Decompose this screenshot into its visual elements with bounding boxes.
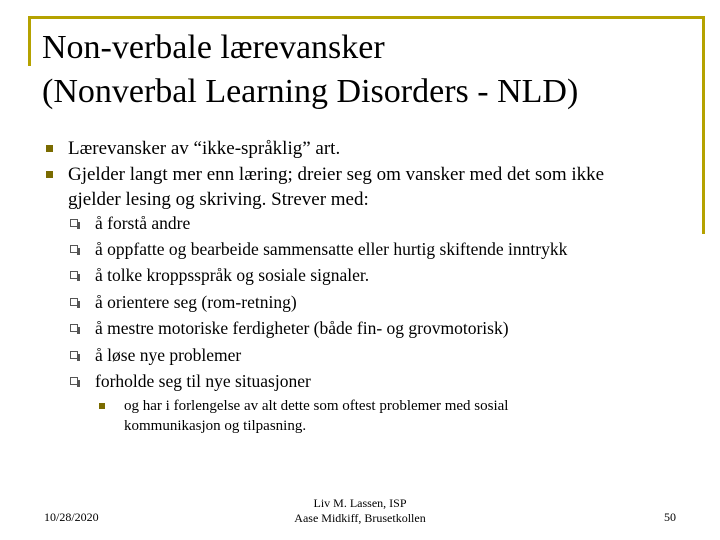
bullet-text-1: Lærevansker av “ikke-språklig” art. xyxy=(68,138,341,159)
hollow-square-bullet-icon xyxy=(70,219,78,227)
hollow-square-bullet-icon xyxy=(70,377,78,385)
sub-sub-bullet-text-cont: kommunikasjon og tilpasning. xyxy=(124,418,307,434)
title-line-2: (Nonverbal Learning Disorders - NLD) xyxy=(42,73,579,110)
hollow-square-bullet-icon xyxy=(70,245,78,253)
hollow-square-bullet-icon xyxy=(70,298,78,306)
square-bullet-icon xyxy=(46,145,53,152)
bullet-text-2-cont: gjelder lesing og skriving. Strever med: xyxy=(68,189,369,210)
sub-bullet-text-6: å løse nye problemer xyxy=(95,345,242,365)
sub-bullet-text-7: forholde seg til nye situasjoner xyxy=(95,371,311,391)
hollow-square-bullet-icon xyxy=(70,351,78,359)
sub-bullet-text-2: å oppfatte og bearbeide sammensatte eller hurtig skiftende inntrykk xyxy=(95,239,568,259)
hollow-square-bullet-icon xyxy=(70,271,78,279)
square-bullet-icon xyxy=(99,403,105,409)
sub-bullet-text-3: å tolke kroppsspråk og sosiale signaler. xyxy=(95,265,370,285)
square-bullet-icon xyxy=(46,171,53,178)
sub-bullet-text-4: å orientere seg (rom-retning) xyxy=(95,292,297,312)
footer-date: 10/28/2020 xyxy=(44,510,99,524)
sub-bullet-text-5: å mestre motoriske ferdigheter (både fin- og grovmotorisk) xyxy=(95,318,509,338)
title-line-1: Non-verbale lærevansker xyxy=(42,29,385,66)
footer-author-line-2: Aase Midkiff, Brusetkollen xyxy=(294,511,426,525)
bullet-text-2: Gjelder langt mer enn læring; dreier seg om vansker med det som ikke xyxy=(68,164,605,185)
footer-page-number: 50 xyxy=(664,510,676,524)
footer-author xyxy=(260,496,460,526)
sub-bullet-text-1: å forstå andre xyxy=(95,213,191,233)
footer-author-line-1: Liv M. Lassen, ISP xyxy=(313,496,407,510)
hollow-square-bullet-icon xyxy=(70,324,78,332)
sub-sub-bullet-text: og har i forlengelse av alt dette som oftest problemer med sosial xyxy=(124,398,509,414)
